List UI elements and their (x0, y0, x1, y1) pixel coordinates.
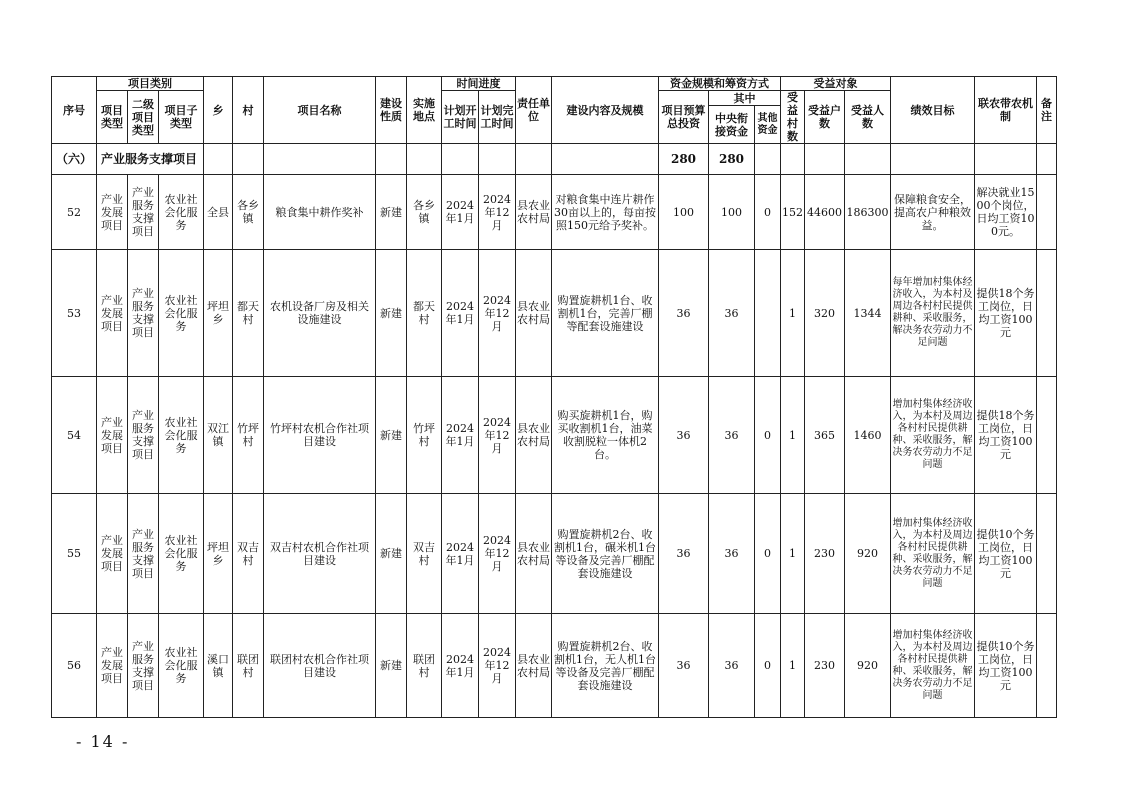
table-row (52, 175, 1057, 250)
cell-name: 双吉村农机合作社项目建设 (264, 494, 376, 614)
cell-villages: 1 (781, 250, 805, 377)
header-project-type: 项目类型 (97, 91, 128, 144)
cell-type: 产业发展项目 (97, 377, 128, 494)
cell-households: 320 (805, 250, 845, 377)
cell-type: 产业发展项目 (97, 494, 128, 614)
cell-central: 36 (709, 377, 755, 494)
cell-nature: 新建 (376, 250, 407, 377)
cell-village: 双吉村 (233, 494, 264, 614)
cell-central: 36 (709, 494, 755, 614)
cell-name: 竹坪村农机合作社项目建设 (264, 377, 376, 494)
cell-unit: 县农业农村局 (516, 250, 552, 377)
cell-people: 186300 (845, 175, 891, 250)
cell-people: 1460 (845, 377, 891, 494)
header-other-funds: 其他资金 (755, 106, 781, 144)
cell-goal: 增加村集体经济收入，为本村及周边各村村民提供耕种、采收服务，解决务农劳动力不足问题 (891, 377, 975, 494)
cell-households: 230 (805, 494, 845, 614)
cell-nature: 新建 (376, 494, 407, 614)
section-row (52, 144, 1057, 175)
cell-mechanism: 解决就业1500个岗位，日均工资100元。 (975, 175, 1037, 250)
cell-sub: 农业社会化服务 (159, 175, 204, 250)
cell-sub: 农业社会化服务 (159, 494, 204, 614)
cell-name: 农机设备厂房及相关设施建设 (264, 250, 376, 377)
cell-name: 粮食集中耕作奖补 (264, 175, 376, 250)
cell-township: 双江镇 (204, 377, 233, 494)
cell-sub: 农业社会化服务 (159, 250, 204, 377)
cell-location: 联团村 (407, 614, 442, 718)
cell-households: 230 (805, 614, 845, 718)
cell-households: 44600 (805, 175, 845, 250)
header-responsible: 责任单位 (516, 77, 552, 144)
cell-village: 联团村 (233, 614, 264, 718)
cell-level2: 产业服务支撑项目 (128, 175, 159, 250)
cell-type: 产业发展项目 (97, 614, 128, 718)
table-row (52, 614, 1057, 718)
cell-seq: 52 (52, 175, 97, 250)
table-row (52, 377, 1057, 494)
cell-start: 2024年1月 (442, 377, 479, 494)
cell-content: 购置旋耕机1台、收割机1台，完善厂棚等配套设施建设 (552, 250, 659, 377)
section-total-budget: 280 (659, 144, 709, 175)
cell-end: 2024年12月 (479, 494, 516, 614)
section-title: 产业服务支撑项目 (97, 144, 204, 175)
cell-other: 0 (755, 175, 781, 250)
cell-seq: 54 (52, 377, 97, 494)
cell-end: 2024年12月 (479, 250, 516, 377)
cell-unit: 县农业农村局 (516, 494, 552, 614)
cell-nature: 新建 (376, 175, 407, 250)
cell-total: 100 (659, 175, 709, 250)
cell-central: 36 (709, 250, 755, 377)
cell-name: 联团村农机合作社项目建设 (264, 614, 376, 718)
cell-level2: 产业服务支撑项目 (128, 377, 159, 494)
header-content: 建设内容及规模 (552, 77, 659, 144)
table-header (52, 77, 1057, 144)
cell-village: 竹坪村 (233, 377, 264, 494)
cell-location: 双吉村 (407, 494, 442, 614)
cell-unit: 县农业农村局 (516, 614, 552, 718)
header-funding: 资金规模和筹资方式 (659, 77, 781, 91)
cell-central: 100 (709, 175, 755, 250)
cell-seq: 55 (52, 494, 97, 614)
page-number: - 14 - (76, 732, 130, 751)
cell-total: 36 (659, 377, 709, 494)
cell-content: 购买旋耕机1台，购买收割机1台，油菜收割脱粒一体机2台。 (552, 377, 659, 494)
header-sub-type: 项目子类型 (159, 91, 204, 144)
cell-start: 2024年1月 (442, 614, 479, 718)
cell-content: 购置旋耕机2台、收割机1台，碾米机1台等设备及完善厂棚配套设施建设 (552, 494, 659, 614)
cell-township: 全县 (204, 175, 233, 250)
cell-villages: 1 (781, 494, 805, 614)
section-seq: （六） (52, 144, 97, 175)
cell-location: 竹坪村 (407, 377, 442, 494)
cell-end: 2024年12月 (479, 377, 516, 494)
header-location: 实施地点 (407, 77, 442, 144)
header-start-time: 计划开工时间 (442, 91, 479, 144)
table-row (52, 494, 1057, 614)
cell-unit: 县农业农村局 (516, 175, 552, 250)
cell-households: 365 (805, 377, 845, 494)
header-project-name: 项目名称 (264, 77, 376, 144)
cell-nature: 新建 (376, 614, 407, 718)
cell-remark (1037, 250, 1057, 377)
cell-mechanism: 提供18个务工岗位，日均工资100元 (975, 377, 1037, 494)
header-level2-type: 二级项目类型 (128, 91, 159, 144)
header-performance: 绩效目标 (891, 77, 975, 144)
table-row (52, 250, 1057, 377)
header-end-time: 计划完工时间 (479, 91, 516, 144)
cell-remark (1037, 175, 1057, 250)
cell-sub: 农业社会化服务 (159, 377, 204, 494)
cell-other (755, 250, 781, 377)
header-among: 其中 (709, 91, 781, 106)
cell-villages: 1 (781, 377, 805, 494)
cell-seq: 56 (52, 614, 97, 718)
cell-other: 0 (755, 494, 781, 614)
cell-villages: 1 (781, 614, 805, 718)
cell-people: 920 (845, 494, 891, 614)
cell-mechanism: 提供18个务工岗位，日均工资100元 (975, 250, 1037, 377)
header-benef-households: 受益户数 (805, 91, 845, 144)
cell-total: 36 (659, 250, 709, 377)
cell-level2: 产业服务支撑项目 (128, 250, 159, 377)
cell-goal: 每年增加村集体经济收入，为本村及周边各村村民提供耕种、采收服务，解决务农劳动力不足问题 (891, 250, 975, 377)
cell-location: 各乡镇 (407, 175, 442, 250)
header-schedule: 时间进度 (442, 77, 516, 91)
cell-total: 36 (659, 614, 709, 718)
cell-mechanism: 提供10个务工岗位，日均工资100元 (975, 494, 1037, 614)
header-project-category: 项目类别 (97, 77, 204, 91)
header-beneficiary: 受益对象 (781, 77, 891, 91)
header-village: 村 (233, 77, 264, 144)
section-central-funds: 280 (709, 144, 755, 175)
cell-village: 各乡镇 (233, 175, 264, 250)
cell-total: 36 (659, 494, 709, 614)
cell-remark (1037, 494, 1057, 614)
cell-other: 0 (755, 377, 781, 494)
cell-villages: 152 (781, 175, 805, 250)
header-central-funds: 中央衔接资金 (709, 106, 755, 144)
cell-content: 对粮食集中连片耕作30亩以上的，每亩按照150元给予奖补。 (552, 175, 659, 250)
cell-type: 产业发展项目 (97, 175, 128, 250)
project-table (51, 76, 1057, 718)
cell-end: 2024年12月 (479, 614, 516, 718)
table-body (52, 144, 1057, 718)
cell-remark (1037, 614, 1057, 718)
header-benef-villages: 受益村数 (781, 91, 805, 144)
cell-unit: 县农业农村局 (516, 377, 552, 494)
header-mechanism: 联农带农机制 (975, 77, 1037, 144)
cell-village: 都天村 (233, 250, 264, 377)
cell-mechanism: 提供10个务工岗位，日均工资100元 (975, 614, 1037, 718)
cell-other: 0 (755, 614, 781, 718)
cell-type: 产业发展项目 (97, 250, 128, 377)
cell-goal: 增加村集体经济收入，为本村及周边各村村民提供耕种、采收服务，解决务农劳动力不足问题 (891, 614, 975, 718)
cell-content: 购置旋耕机2台、收割机1台，无人机1台等设备及完善厂棚配套设施建设 (552, 614, 659, 718)
cell-level2: 产业服务支撑项目 (128, 494, 159, 614)
cell-sub: 农业社会化服务 (159, 614, 204, 718)
cell-township: 坪坦乡 (204, 494, 233, 614)
header-benef-people: 受益人数 (845, 91, 891, 144)
cell-township: 坪坦乡 (204, 250, 233, 377)
cell-township: 溪口镇 (204, 614, 233, 718)
header-seq: 序号 (52, 77, 97, 144)
cell-start: 2024年1月 (442, 175, 479, 250)
cell-end: 2024年12月 (479, 175, 516, 250)
cell-people: 1344 (845, 250, 891, 377)
cell-goal: 保障粮食安全，提高农户种粮效益。 (891, 175, 975, 250)
cell-goal: 增加村集体经济收入，为本村及周边各村村民提供耕种、采收服务，解决务农劳动力不足问题 (891, 494, 975, 614)
header-total-budget: 项目预算总投资 (659, 91, 709, 144)
header-remarks: 备注 (1037, 77, 1057, 144)
cell-start: 2024年1月 (442, 250, 479, 377)
cell-start: 2024年1月 (442, 494, 479, 614)
header-build-nature: 建设性质 (376, 77, 407, 144)
cell-location: 都天村 (407, 250, 442, 377)
cell-seq: 53 (52, 250, 97, 377)
cell-people: 920 (845, 614, 891, 718)
cell-nature: 新建 (376, 377, 407, 494)
header-township: 乡 (204, 77, 233, 144)
cell-remark (1037, 377, 1057, 494)
cell-level2: 产业服务支撑项目 (128, 614, 159, 718)
cell-central: 36 (709, 614, 755, 718)
